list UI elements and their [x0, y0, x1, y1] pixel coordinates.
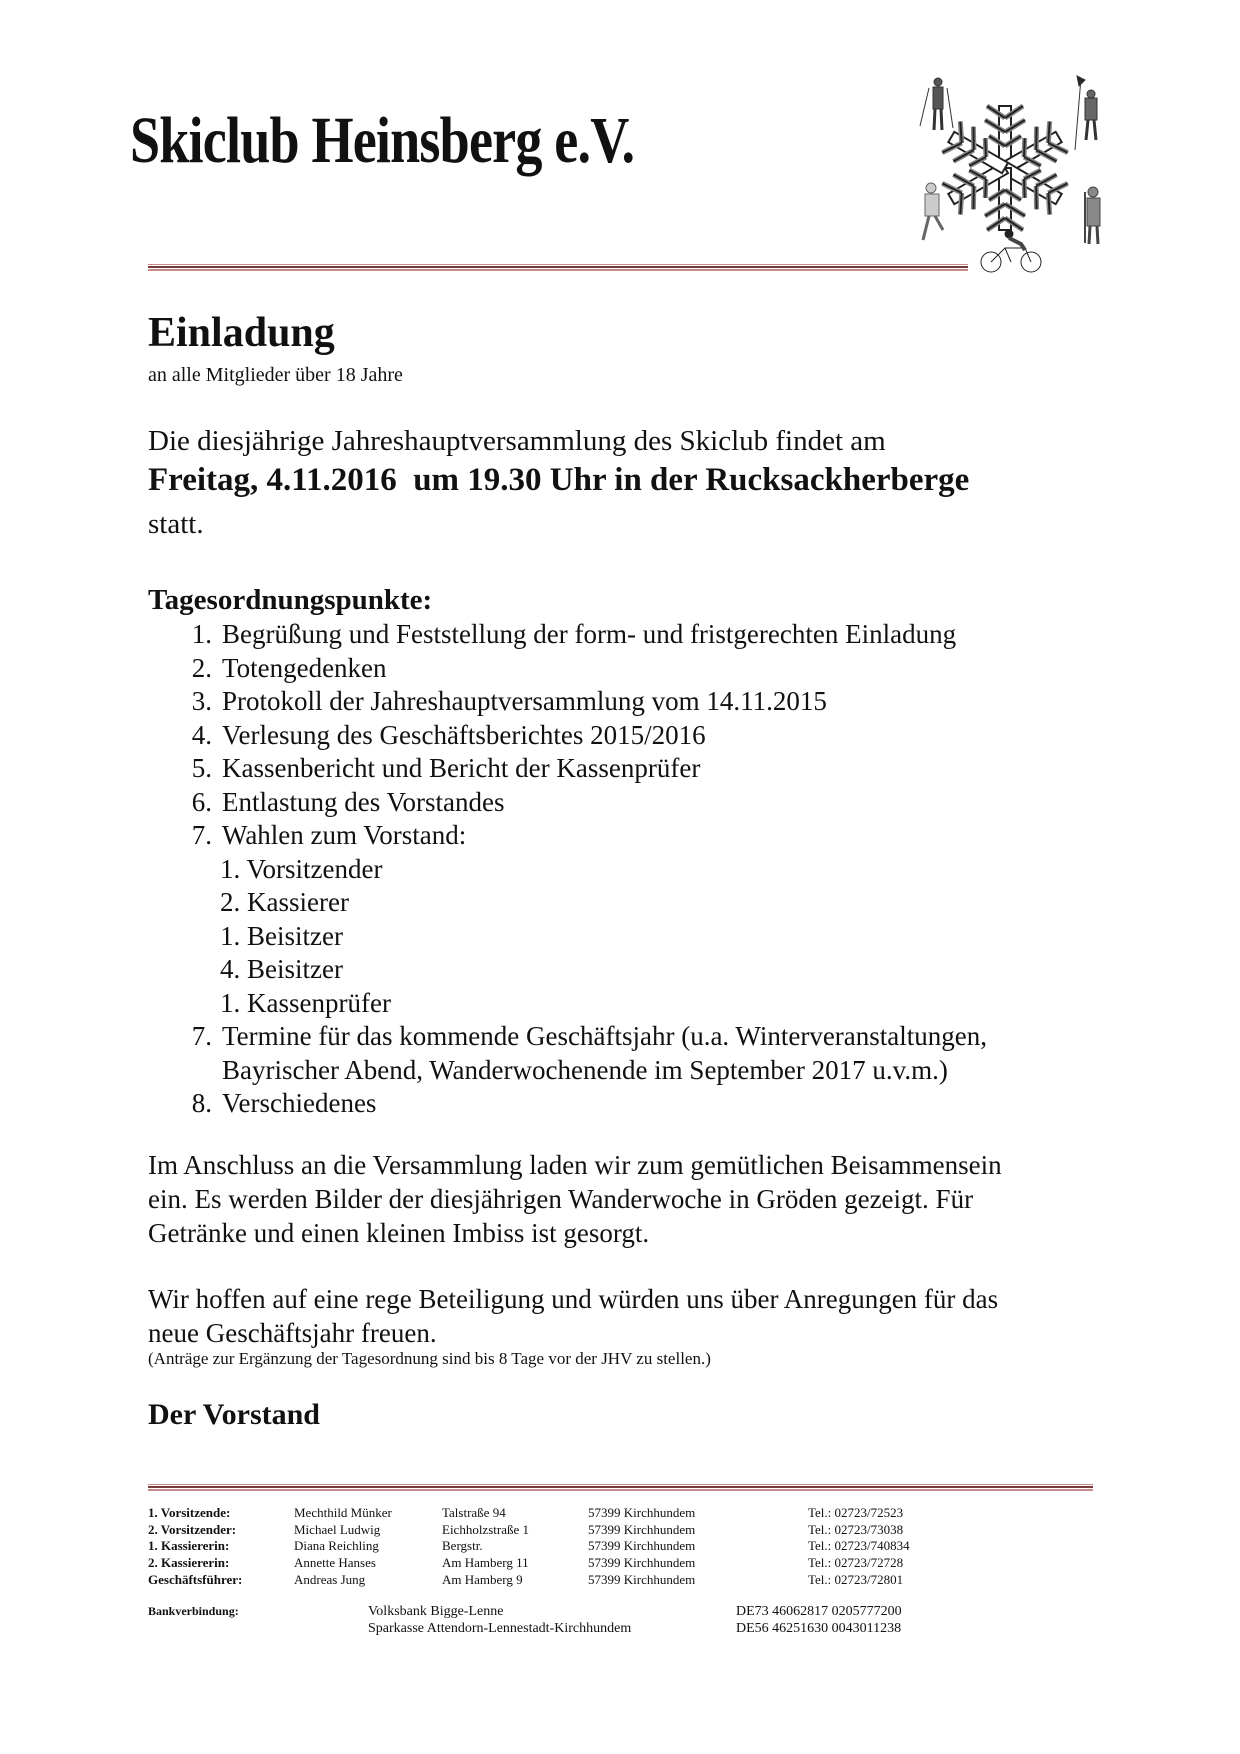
agenda-item-text: Begrüßung und Feststellung der form- und fristgerechten Einladung [222, 619, 957, 649]
board-role: 1. Kassiererin: [148, 1538, 230, 1554]
intro-text: Die diesjährige Jahreshauptversammlung des Skiclub findet am [148, 425, 886, 457]
agenda-item [148, 719, 1108, 753]
paragraph-line: Getränke und einen kleinen Imbiss ist gesorgt. [148, 1218, 650, 1248]
paragraph-line: Wir hoffen auf eine rege Beteiligung und würden uns über Anregungen für das [148, 1284, 999, 1314]
agenda-item [148, 618, 1108, 652]
board-street: Am Hamberg 11 [442, 1555, 529, 1571]
board-city: 57399 Kirchhundem [588, 1571, 696, 1587]
agenda-item [148, 819, 1108, 853]
bank-name: Sparkasse Attendorn-Lennestadt-Kirchhundem [368, 1621, 632, 1636]
board-role: 2. Kassiererin: [148, 1555, 230, 1571]
board-contacts-table [148, 1505, 948, 1589]
invitation-title: Einladung [148, 310, 335, 356]
agenda-item-text: Termine für das kommende Geschäftsjahr (u.a. Winterveranstaltungen, [222, 1021, 988, 1051]
agenda-item [148, 1087, 1108, 1121]
agenda-item-number: 7. [191, 1021, 212, 1051]
table-row [148, 1522, 948, 1539]
board-name: Diana Reichling [294, 1538, 379, 1554]
agenda-item-number: 6. [191, 786, 212, 817]
election-item: 4. Beisitzer [220, 954, 343, 984]
agenda-item-text: Totengedenken [222, 652, 387, 683]
agenda-item-number: 7. [191, 820, 212, 850]
board-name: Annette Hanses [294, 1555, 376, 1571]
runner-figure-icon [923, 183, 943, 240]
board-phone: Tel.: 02723/740834 [808, 1538, 910, 1554]
paragraph-line: ein. Es werden Bilder der diesjährigen Wanderwoche in Gröden gezeigt. Für [148, 1184, 974, 1214]
social-gathering-paragraph [148, 1148, 1108, 1250]
bank-iban: DE73 46062817 0205777200 [736, 1604, 902, 1619]
agenda-title: Tagesordnungspunkte: [148, 584, 433, 616]
paragraph-line: Im Anschluss an die Versammlung laden wir zum gemütlichen Beisammensein [148, 1150, 1002, 1180]
bank-row [148, 1603, 956, 1620]
board-name: Andreas Jung [294, 1571, 366, 1587]
table-row [148, 1538, 948, 1555]
agenda-item-number: 3. [191, 686, 212, 716]
board-city: 57399 Kirchhundem [588, 1555, 696, 1571]
club-name: Skiclub Heinsberg e.V. [130, 104, 635, 177]
board-name: Mechthild Münker [294, 1505, 392, 1520]
agenda-item-number: 4. [191, 719, 212, 750]
board-street: Eichholzstraße 1 [442, 1521, 529, 1537]
board-phone: Tel.: 02723/73038 [808, 1521, 904, 1537]
board-role: Geschäftsführer: [148, 1571, 243, 1587]
agenda-item-continuation: Bayrischer Abend, Wanderwochenende im September 2017 u.v.m.) [222, 1054, 948, 1085]
board-phone: Tel.: 02723/72728 [808, 1555, 904, 1571]
skier-flag-figure-icon [1075, 76, 1097, 150]
agenda-item [148, 752, 1108, 786]
agenda-item-number: 1. [191, 619, 212, 649]
agenda-item [148, 685, 1108, 719]
agenda-item-text: Kassenbericht und Bericht der Kassenprüfer [222, 753, 701, 783]
snowflake-wintersports-icon [905, 68, 1105, 278]
agenda-item-number: 2. [191, 652, 212, 683]
table-row [148, 1505, 948, 1522]
meeting-date-location: Freitag, 4.11.2016 um 19.30 Uhr in der Rucksackherberge [148, 462, 970, 498]
cyclist-figure-icon [981, 230, 1041, 272]
board-phone: Tel.: 02723/72523 [808, 1505, 904, 1520]
agenda-item-text: Wahlen zum Vorstand: [222, 820, 467, 850]
board-city: 57399 Kirchhundem [588, 1505, 696, 1520]
board-phone: Tel.: 02723/72801 [808, 1571, 904, 1587]
bank-label: Bankverbindung: [148, 1604, 239, 1618]
board-city: 57399 Kirchhundem [588, 1521, 696, 1537]
agenda-item-number: 5. [191, 753, 212, 783]
hiker-figure-icon [1085, 187, 1100, 244]
election-item: 1. Vorsitzender [220, 853, 383, 884]
bank-iban: DE56 46251630 0043011238 [736, 1621, 902, 1636]
agenda-item-text: Entlastung des Vorstandes [222, 786, 505, 817]
bank-label-spacer [148, 1620, 368, 1637]
agenda-item [148, 786, 1108, 820]
election-item: 2. Kassierer [220, 887, 349, 917]
header-divider [148, 264, 968, 271]
signature: Der Vorstand [148, 1398, 320, 1431]
motion-deadline-note: (Anträge zur Ergänzung der Tagesordnung sind bis 8 Tage vor der JHV zu stellen.) [148, 1349, 711, 1368]
board-street: Bergstr. [442, 1538, 483, 1554]
footer-divider [148, 1484, 1093, 1491]
election-item: 1. Beisitzer [220, 920, 343, 951]
board-city: 57399 Kirchhundem [588, 1538, 696, 1554]
board-role: 1. Vorsitzende: [148, 1505, 231, 1520]
agenda-item-text: Protokoll der Jahreshauptversammlung vom 14.11.2015 [222, 686, 827, 716]
agenda-item-text: Verschiedenes [222, 1088, 377, 1118]
board-role: 2. Vorsitzender: [148, 1521, 237, 1537]
board-street: Talstraße 94 [442, 1505, 506, 1520]
agenda-item-text: Verlesung des Geschäftsberichtes 2015/2016 [222, 719, 706, 750]
agenda-item [148, 652, 1108, 686]
agenda-item-number: 8. [191, 1088, 212, 1118]
board-name: Michael Ludwig [294, 1521, 381, 1537]
invitation-subtitle: an alle Mitglieder über 18 Jahre [148, 364, 403, 386]
board-street: Am Hamberg 9 [442, 1571, 523, 1587]
bank-name: Volksbank Bigge-Lenne [368, 1604, 504, 1619]
bank-row [148, 1620, 956, 1637]
table-row [148, 1555, 948, 1572]
skier-figure-icon [920, 78, 953, 130]
table-row [148, 1572, 948, 1589]
agenda-item [148, 1020, 1108, 1054]
election-item: 1. Kassenprüfer [220, 987, 391, 1018]
snowflake-icon [941, 106, 1068, 230]
intro-ending: statt. [148, 508, 204, 540]
bank-details [148, 1603, 956, 1637]
paragraph-line: neue Geschäftsjahr freuen. [148, 1318, 437, 1348]
agenda-list [148, 618, 1108, 1121]
participation-paragraph [148, 1282, 1108, 1350]
